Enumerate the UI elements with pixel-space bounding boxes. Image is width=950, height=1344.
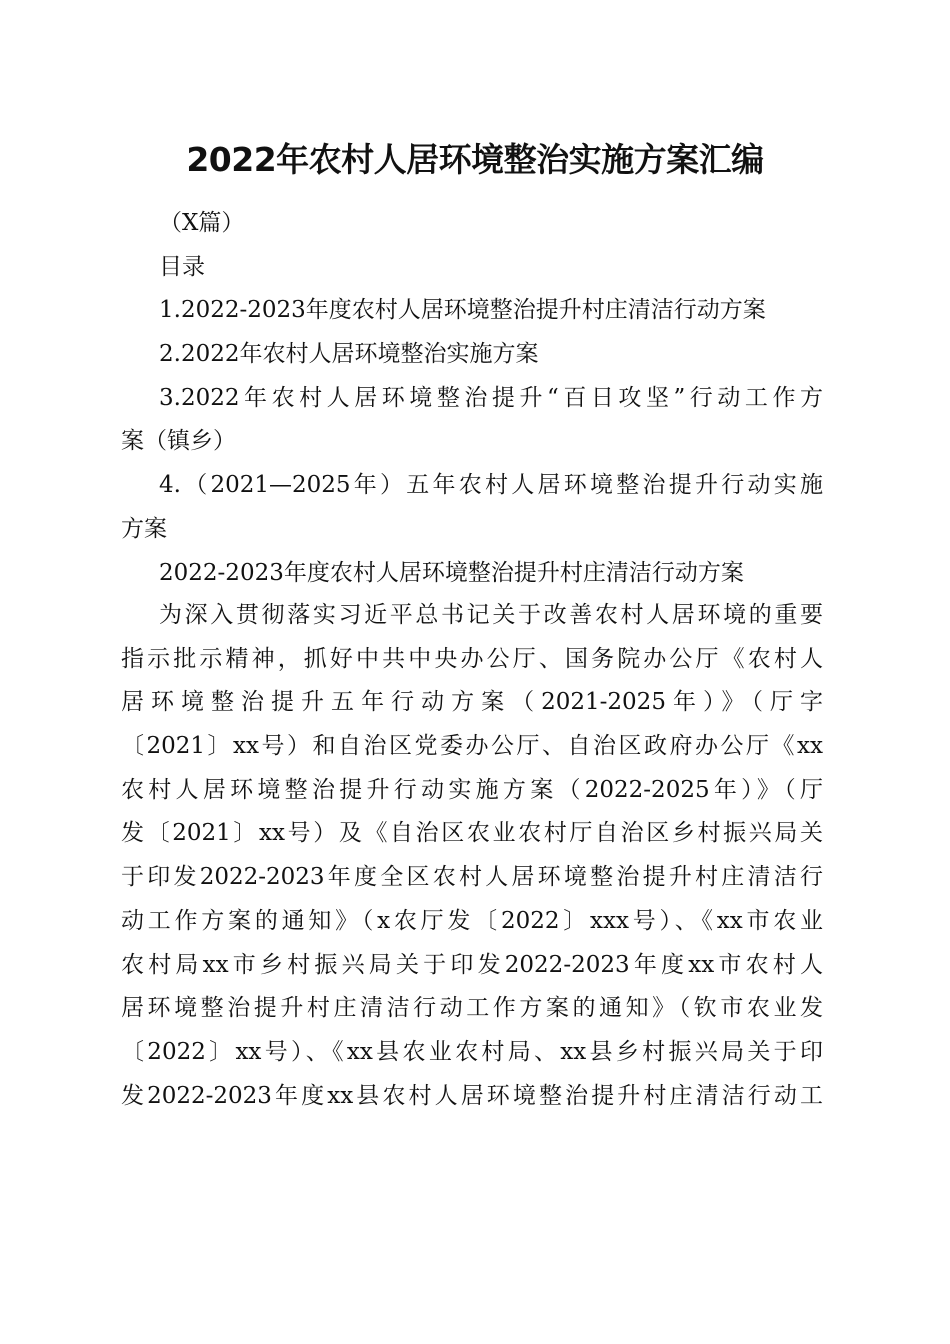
paragraph-line: 为深入贯彻落实习近平总书记关于改善农村人居环境的重要 bbox=[159, 602, 823, 628]
paragraph-line: 指示批示精神，抓好中共中央办公厅、国务院办公厅《农村人 bbox=[121, 645, 823, 672]
paragraph-line: 〔2022〕xx号）、《xx县农业农村局、xx县乡村振兴局关于印 bbox=[121, 1038, 823, 1065]
toc-item-2: 2.2022年农村人居环境整治实施方案 bbox=[159, 341, 539, 368]
paragraph-line: 居环境整治提升村庄清洁行动工作方案的通知》（钦市农业发 bbox=[121, 995, 823, 1022]
toc-item-1: 1.2022-2023年度农村人居环境整治提升村庄清洁行动方案 bbox=[159, 297, 766, 324]
paragraph-line: 发2022-2023年度xx县农村人居环境整治提升村庄清洁行动工 bbox=[121, 1082, 823, 1109]
table-of-contents bbox=[121, 202, 823, 595]
body-paragraph bbox=[121, 594, 823, 1118]
document-title: 2022年农村人居环境整治实施方案汇编 bbox=[186, 140, 764, 179]
paragraph-line: 〔2021〕xx号）和自治区党委办公厅、自治区政府办公厅《xx bbox=[121, 733, 823, 760]
paragraph-line: 居环境整治提升五年行动方案（2021-2025年）》（厅字 bbox=[121, 689, 823, 716]
volume-note: （X篇） bbox=[159, 210, 245, 236]
paragraph-line: 动工作方案的通知》（x农厅发〔2022〕xxx号）、《xx市农业 bbox=[121, 907, 823, 934]
toc-item-4: 4.（2021—2025年）五年农村人居环境整治提升行动实施 bbox=[159, 472, 823, 499]
toc-heading: 目录 bbox=[159, 253, 205, 280]
paragraph-line: 于印发2022-2023年度全区农村人居环境整治提升村庄清洁行 bbox=[121, 864, 823, 891]
paragraph-line: 农村局xx市乡村振兴局关于印发2022-2023年度xx市农村人 bbox=[121, 951, 823, 978]
paragraph-line: 农村人居环境整治提升行动实施方案（2022-2025年）》（厅 bbox=[121, 776, 823, 803]
toc-item-4-continued: 方案 bbox=[121, 515, 167, 542]
toc-item-3-continued: 案（镇乡） bbox=[121, 428, 236, 455]
toc-item-3: 3.2022年农村人居环境整治提升“百日攻坚”行动工作方 bbox=[159, 384, 823, 411]
section-heading: 2022-2023年度农村人居环境整治提升村庄清洁行动方案 bbox=[159, 559, 744, 586]
paragraph-line: 发〔2021〕xx号）及《自治区农业农村厅自治区乡村振兴局关 bbox=[121, 820, 823, 847]
